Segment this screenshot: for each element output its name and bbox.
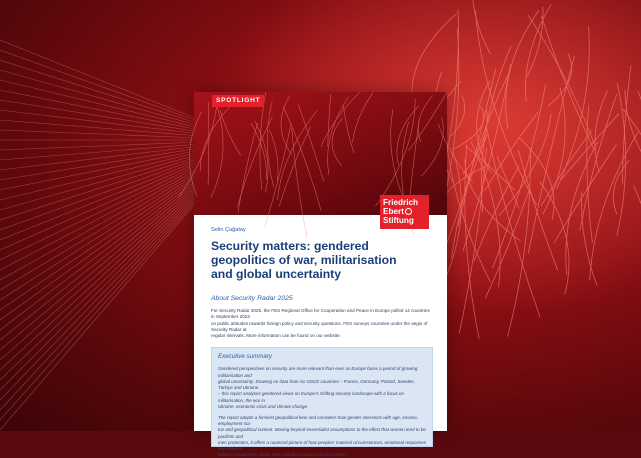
spotlight-badge: SPOTLIGHT bbox=[212, 95, 264, 107]
cover-streak bbox=[298, 104, 323, 181]
author-name: Selin Çağatay bbox=[211, 227, 246, 233]
cover-streak bbox=[251, 123, 267, 179]
cover-streak bbox=[281, 96, 292, 155]
fes-logo bbox=[380, 195, 429, 229]
report-body bbox=[211, 216, 433, 458]
cover-streak bbox=[353, 93, 373, 143]
cover-streak bbox=[343, 106, 353, 153]
cover-streak bbox=[397, 106, 419, 165]
cover-streak bbox=[421, 117, 443, 176]
summary-heading: Executive summary bbox=[218, 353, 272, 361]
cover-streak bbox=[409, 93, 447, 151]
cover-streak bbox=[238, 123, 258, 212]
cover-streak bbox=[375, 99, 415, 206]
executive-summary-box bbox=[211, 347, 433, 458]
report-cover[interactable] bbox=[194, 92, 447, 458]
cover-streak bbox=[278, 110, 318, 200]
cover-streak bbox=[283, 106, 321, 211]
cover-streak bbox=[321, 92, 360, 147]
report-subtitle: About Security Radar 2025 bbox=[211, 295, 293, 302]
logo-line-2: Ebert bbox=[383, 207, 404, 216]
summary-paragraph-1: Gendered perspectives on security are more relevant than ever as Europe faces a period of growing militarisation and global uncertainty. Drawing on data from six OSCE countries – France, Germany, Poland, Sweden, Türkiye and Ukraine – this report analyses gendered views on Europe's shifting security landscape with a focus on militarisation, the war in Ukraine, economic crisis and climate change. bbox=[218, 366, 418, 409]
cover-streak bbox=[200, 105, 231, 171]
logo-line-1: Friedrich bbox=[383, 198, 419, 207]
intro-paragraph: For Security Radar 2025, the FES Regional Office for Cooperation and Peace in Europe polled 14 countries in September 2024 on public attitudes towards foreign policy and security questions. FES surveys countries under the aegis of Security Radar at regular intervals. More information can be found on our website. bbox=[211, 308, 430, 339]
seal-icon bbox=[405, 208, 412, 215]
logo-line-3: Stiftung bbox=[383, 216, 414, 225]
cover-streak bbox=[267, 102, 274, 188]
cover-streak bbox=[328, 97, 349, 175]
cover-streak bbox=[211, 104, 223, 198]
cover-streak bbox=[328, 94, 331, 147]
cover-streak bbox=[208, 102, 209, 185]
report-title: Security matters: gendered geopolitics of war, militarisation and global uncertainty bbox=[211, 239, 397, 281]
cover-streak bbox=[279, 127, 310, 207]
summary-paragraph-2: The report adopts a feminist geopolitical lens and considers how gender intersects with age, income, employment sta- tus and geopolitical context. Moving beyond essentialist assumptions to the effect that women tend to be pacifists and men protectors, it offers a nuanced picture of how peoples' material circumstances, emotional responses and national political imaginaries shape their attitudes toward security matters. bbox=[218, 414, 426, 458]
